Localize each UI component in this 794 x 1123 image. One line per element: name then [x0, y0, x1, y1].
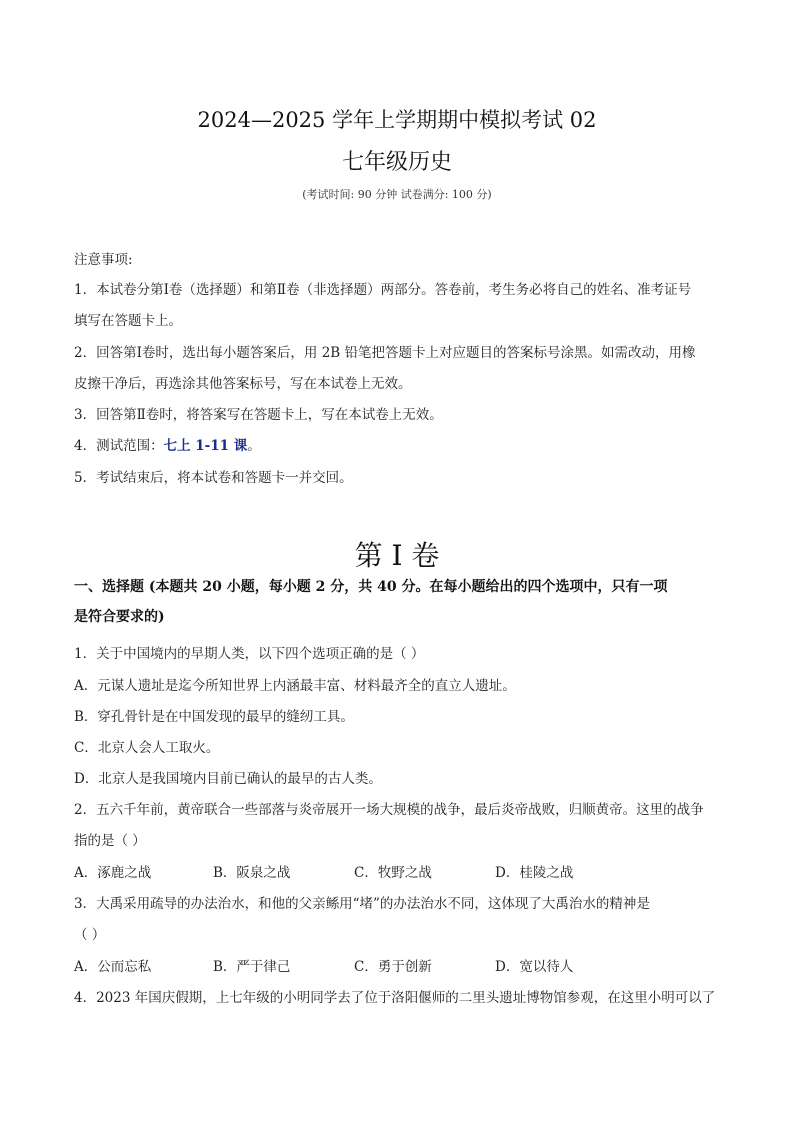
q4-stem-line-1: 4．2023 年国庆假期，上七年级的小明同学去了位于洛阳偃师的二里头遗址博物馆参观，在这里小明可以了: [74, 990, 716, 1006]
q1-stem: 1．关于中国境内的早期人类，以下四个选项正确的是（ ）: [74, 646, 425, 662]
q1-option-a: A．元谋人遗址是迄今所知世界上内涵最丰富、材料最齐全的直立人遗址。: [74, 678, 516, 694]
exam-title: 2024—2025 学年上学期期中模拟考试 02: [197, 108, 597, 132]
q2-stem-line-1: 2．五六千年前，黄帝联合一些部落与炎帝展开一场大规模的战争，最后炎帝战败，归顺黄帝。这里的战争: [74, 802, 704, 818]
q3-option-b: B．严于律己: [213, 959, 291, 975]
note-4: [74, 434, 261, 454]
note-4-suffix: 。: [247, 438, 261, 454]
subject-title: 七年级历史: [341, 150, 452, 175]
note-1-line-1: 1．本试卷分第Ⅰ卷（选择题）和第Ⅱ卷（非选择题）两部分。答卷前，考生务必将自己的姓名、准考证号: [74, 282, 692, 298]
q3-option-a: A．公而忘私: [74, 959, 152, 975]
exam-info: (考试时间: 90 分钟 试卷满分: 100 分): [302, 188, 492, 201]
note-3: 3．回答第Ⅱ卷时，将答案写在答题卡上，写在本试卷上无效。: [74, 407, 443, 423]
q2-option-c: C．牧野之战: [354, 865, 432, 881]
q3-option-d: D．宽以待人: [495, 959, 574, 975]
test-range: 七上 1-11 课: [163, 438, 248, 454]
q2-stem-line-2: 指的是（ ）: [74, 833, 146, 849]
section-heading-line-1: 一、选择题 (本题共 20 小题，每小题 2 分，共 40 分。在每小题给出的四个选项中，只有一项: [74, 579, 668, 595]
q3-option-c: C．勇于创新: [354, 959, 432, 975]
q3-stem-line-1: 3．大禹采用疏导的办法治水，和他的父亲鲧用“堵”的办法治水不同，这体现了大禹治水的精神是: [74, 896, 650, 912]
q2-option-a: A．涿鹿之战: [74, 865, 152, 881]
q2-option-d: D．桂陵之战: [495, 865, 574, 881]
notes-heading: 注意事项:: [74, 252, 133, 268]
q1-option-b: B．穿孔骨针是在中国发现的最早的缝纫工具。: [74, 709, 354, 725]
note-4-prefix: 4．测试范围：: [74, 438, 164, 454]
q2-option-b: B．阪泉之战: [213, 865, 291, 881]
q1-option-d: D．北京人是我国境内目前已确认的最早的古人类。: [74, 771, 382, 787]
volume-title: 第 I 卷: [354, 539, 440, 572]
note-2-line-2: 皮擦干净后，再选涂其他答案标号，写在本试卷上无效。: [74, 376, 412, 392]
q1-option-c: C．北京人会人工取火。: [74, 740, 220, 756]
note-2-line-1: 2．回答第Ⅰ卷时，选出每小题答案后，用 2B 铅笔把答题卡上对应题目的答案标号涂黑。如需改动，用橡: [74, 345, 696, 361]
q3-stem-line-2: （ ）: [74, 927, 106, 943]
section-heading-line-2: 是符合要求的): [74, 609, 165, 625]
note-1-line-2: 填写在答题卡上。: [74, 313, 182, 329]
note-5: 5．考试结束后，将本试卷和答题卡一并交回。: [74, 470, 353, 486]
